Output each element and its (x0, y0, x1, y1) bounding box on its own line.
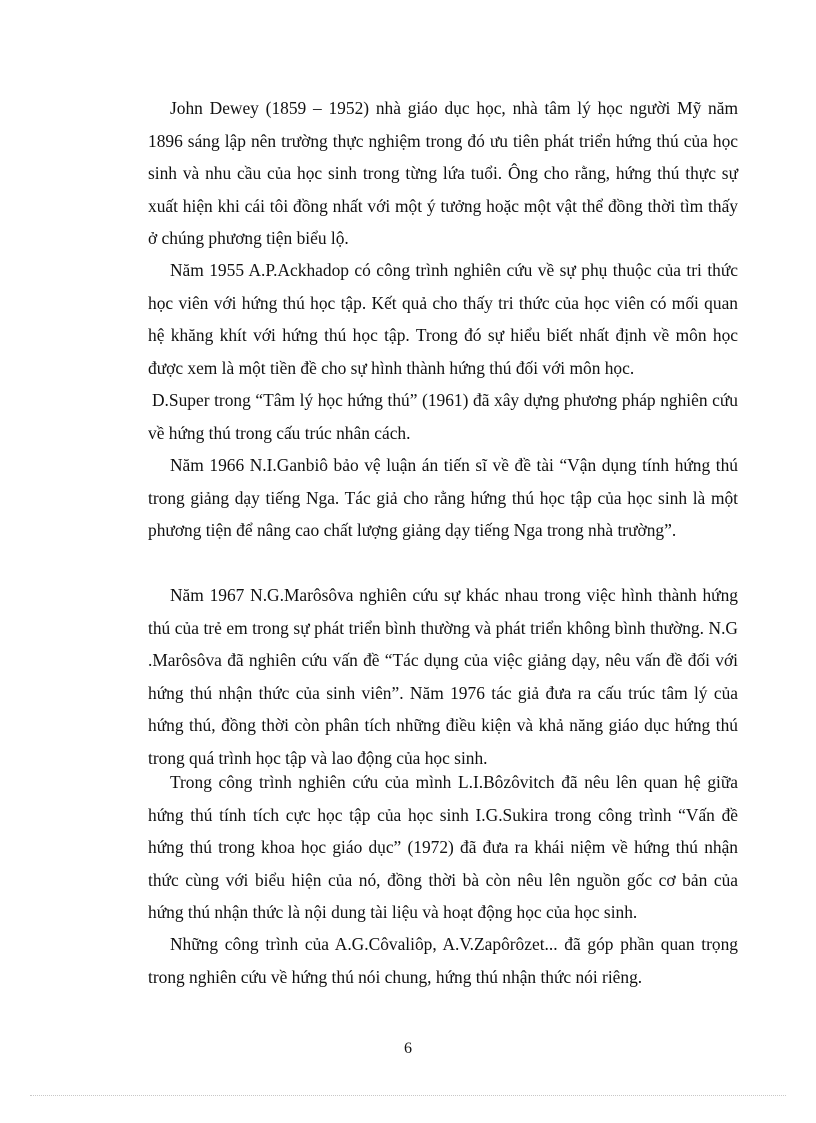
paragraph-dewey: John Dewey (1859 – 1952) nhà giáo dục học, nhà tâm lý học người Mỹ năm 1896 sáng lập nên trường thực nghiệm trong đó ưu tiên phát triển hứng thú của học sinh và nhu cầu của học sinh trong từng lứa tuổi. Ông cho rằng, hứng thú thực sự xuất hiện khi cái tôi đồng nhất với một ý tưởng hoặc một vật thể đồng thời tìm thấy ở chúng phương tiện biểu lộ. (148, 98, 738, 248)
paragraph-ganbio: Năm 1966 N.I.Ganbiô bảo vệ luận án tiến sĩ về đề tài “Vận dụng tính hứng thú trong giảng dạy tiếng Nga. Tác giả cho rằng hứng thú học tập của học sinh là một phương tiện để nâng cao chất lượng giảng dạy tiếng Nga trong nhà trường”. (148, 455, 738, 540)
paragraph-ackhadop: Năm 1955 A.P.Ackhadop có công trình nghiên cứu về sự phụ thuộc của tri thức học viên với hứng thú học tập. Kết quả cho thấy tri thức của học viên có mối quan hệ khăng khít với hứng thú học tập. Trong đó sự hiểu biết nhất định về môn học được xem là một tiền đề cho sự hình thành hứng thú đối với môn học. (148, 260, 738, 378)
paragraph-super: D.Super trong “Tâm lý học hứng thú” (1961) đã xây dựng phương pháp nghiên cứu về hứng thú trong cấu trúc nhân cách. (148, 390, 738, 443)
paragraph-bozovitch: Trong công trình nghiên cứu của mình L.I.Bôzôvitch đã nêu lên quan hệ giữa hứng thú tính tích cực học tập của học sinh I.G.Sukira trong công trình “Vấn đề hứng thú trong khoa học giáo dục” (1972) đã đưa ra khái niệm về hứng thú nhận thức cùng với biểu hiện của nó, đồng thời bà còn nêu lên nguồn gốc cơ bản của hứng thú nhận thức là nội dung tài liệu và hoạt động học của học sinh. (148, 772, 738, 922)
page-bottom-divider (30, 1095, 786, 1096)
paragraph-covaliop: Những công trình của A.G.Côvaliôp, A.V.Zapôrôzet... đã góp phần quan trọng trong nghiên cứu về hứng thú nói chung, hứng thú nhận thức nói riêng. (148, 934, 738, 987)
paragraph-marosova: Năm 1967 N.G.Marôsôva nghiên cứu sự khác nhau trong việc hình thành hứng thú của trẻ em trong sự phát triển bình thường và phát triển không bình thường. N.G .Marôsôva đã nghiên cứu vấn đề “Tác dụng của việc giảng dạy, nêu vấn đề đối với hứng thú nhận thức của sinh viên”. Năm 1976 tác giả đưa ra cấu trúc tâm lý của hứng thú, đồng thời còn phân tích những điều kiện và khả năng giáo dục hứng thú trong quá trình học tập và lao động của học sinh. (148, 585, 738, 768)
page-number: 6 (404, 1040, 412, 1057)
